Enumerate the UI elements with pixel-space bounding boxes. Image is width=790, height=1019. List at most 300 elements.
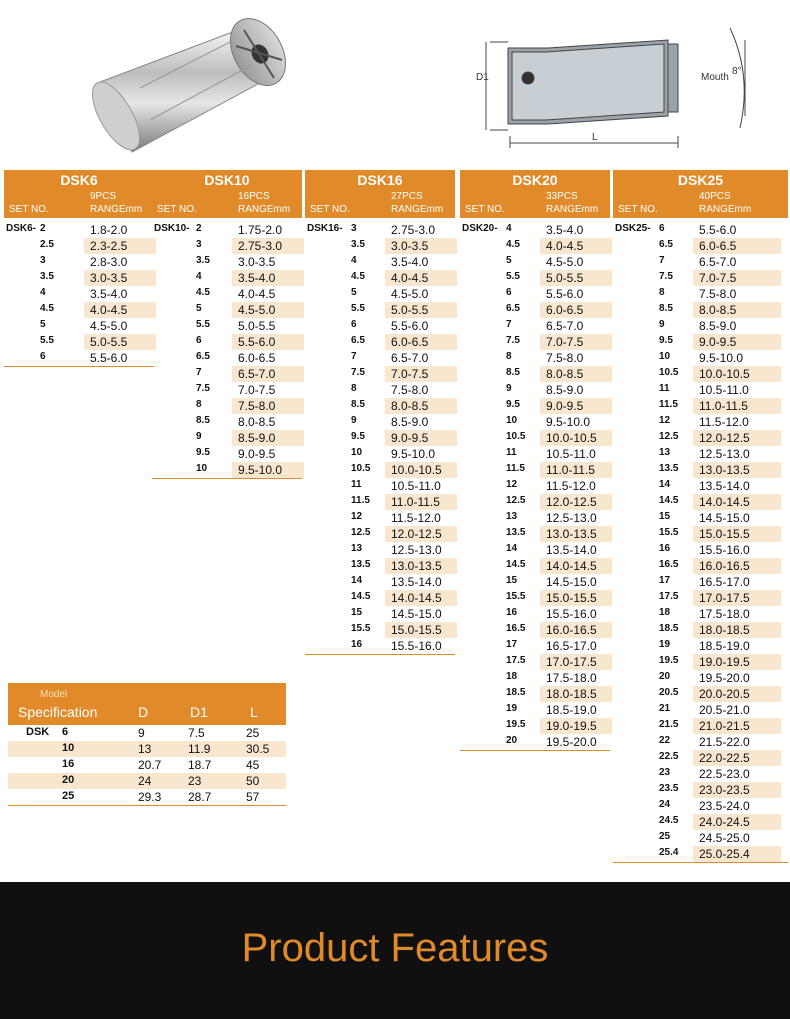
table-row xyxy=(460,446,610,462)
table-row xyxy=(4,270,154,286)
set-number: 6 xyxy=(506,287,512,298)
table-row xyxy=(613,606,788,622)
set-number: 13 xyxy=(659,447,671,458)
set-number: 3 xyxy=(196,239,202,250)
set-number: 14.5 xyxy=(351,591,371,602)
range-value: 9.5-10.0 xyxy=(232,462,304,478)
table-row xyxy=(305,558,455,574)
table-row xyxy=(305,510,455,526)
table-row xyxy=(460,478,610,494)
table-title: DSK10 xyxy=(204,172,250,188)
set-number: 24 xyxy=(659,799,671,810)
table-row xyxy=(613,798,788,814)
range-value: 7.5-8.0 xyxy=(232,398,304,414)
hero-illustration xyxy=(0,0,790,170)
range-value: 12.0-12.5 xyxy=(385,526,457,542)
table-row xyxy=(305,222,455,238)
spec-d1: 18.7 xyxy=(188,758,212,772)
spec-row xyxy=(8,773,286,789)
set-number: 6.5 xyxy=(659,239,673,250)
range-value: 6.0-6.5 xyxy=(540,302,612,318)
set-number: 18 xyxy=(659,607,671,618)
table-row xyxy=(460,558,610,574)
set-number: 4.5 xyxy=(351,271,365,282)
piece-count: 27PCS xyxy=(391,191,423,202)
table-row xyxy=(613,526,788,542)
range-value: 15.5-16.0 xyxy=(546,607,597,621)
set-number: 18 xyxy=(506,671,518,682)
table-header xyxy=(460,170,610,218)
piece-count: 40PCS xyxy=(699,191,731,202)
range-value: 21.0-21.5 xyxy=(693,718,781,734)
spec-d: 20.7 xyxy=(138,758,162,772)
table-row xyxy=(4,238,154,254)
table-row xyxy=(152,398,302,414)
set-number: 13.5 xyxy=(351,559,371,570)
range-value: 16.0-16.5 xyxy=(693,558,781,574)
range-value: 20.0-20.5 xyxy=(693,686,781,702)
range-value: 18.0-18.5 xyxy=(540,686,612,702)
table-row xyxy=(305,334,455,350)
set-number: 3.5 xyxy=(351,239,365,250)
table-row xyxy=(152,382,302,398)
range-value: 6.0-6.5 xyxy=(238,351,276,365)
range-value: 4.5-5.0 xyxy=(232,302,304,318)
range-value: 12.5-13.0 xyxy=(546,511,597,525)
spec-row xyxy=(8,757,286,773)
range-value: 16.5-17.0 xyxy=(699,575,750,589)
table-row xyxy=(152,302,302,318)
table-row xyxy=(305,382,455,398)
table-rows xyxy=(613,222,788,862)
table-row xyxy=(460,606,610,622)
set-number: 7 xyxy=(196,367,202,378)
range-value: 23.0-23.5 xyxy=(693,782,781,798)
set-number: 7 xyxy=(506,319,512,330)
set-number: 4 xyxy=(40,287,46,298)
set-number: 8 xyxy=(659,287,665,298)
range-value: 6.5-7.0 xyxy=(232,366,304,382)
spec-header-d1: D1 xyxy=(190,704,208,720)
table-title: DSK20 xyxy=(512,172,558,188)
range-value: 10.5-11.0 xyxy=(699,383,749,397)
range-value: 4.5-5.0 xyxy=(391,287,429,301)
set-number: 10 xyxy=(659,351,671,362)
range-value: 8.0-8.5 xyxy=(693,302,781,318)
table-dsk16 xyxy=(305,170,455,655)
spec-l: 30.5 xyxy=(246,742,270,756)
range-value: 17.5-18.0 xyxy=(546,671,597,685)
range-value: 9.0-9.5 xyxy=(385,430,457,446)
table-row xyxy=(613,814,788,830)
range-value: 10.5-11.0 xyxy=(391,479,441,493)
spec-table xyxy=(8,683,286,806)
range-value: 4.0-4.5 xyxy=(84,302,156,318)
table-header xyxy=(305,170,455,218)
set-number: 6 xyxy=(40,351,46,362)
table-row xyxy=(460,638,610,654)
set-number: 11 xyxy=(351,479,362,490)
set-number: 8 xyxy=(506,351,512,362)
set-number: 3.5 xyxy=(40,271,54,282)
range-value: 3.5-4.0 xyxy=(232,270,304,286)
table-row xyxy=(152,430,302,446)
set-number: 13 xyxy=(351,543,363,554)
table-rows xyxy=(4,222,154,366)
table-row xyxy=(460,254,610,270)
set-number: 10.5 xyxy=(506,431,526,442)
table-row xyxy=(4,318,154,334)
set-number: 22.5 xyxy=(659,751,679,762)
set-number: 9.5 xyxy=(506,399,520,410)
set-number: 9.5 xyxy=(196,447,210,458)
table-row xyxy=(4,254,154,270)
set-number: 5 xyxy=(506,255,512,266)
table-header xyxy=(152,170,302,218)
spec-d: 9 xyxy=(138,726,145,740)
table-row xyxy=(305,590,455,606)
set-number: 4.5 xyxy=(40,303,54,314)
angle-label: 8° xyxy=(732,66,742,77)
set-number: 19 xyxy=(659,639,671,650)
range-value: 5.0-5.5 xyxy=(84,334,156,350)
table-row xyxy=(305,254,455,270)
table-row xyxy=(460,734,610,750)
range-value: 7.0-7.5 xyxy=(238,383,276,397)
table-row xyxy=(305,366,455,382)
table-row xyxy=(4,286,154,302)
range-value: 1.8-2.0 xyxy=(90,223,128,237)
range-value: 17.0-17.5 xyxy=(540,654,612,670)
table-row xyxy=(152,286,302,302)
set-number: 17 xyxy=(506,639,518,650)
range-value: 19.0-19.5 xyxy=(540,718,612,734)
table-row xyxy=(460,590,610,606)
range-value: 6.0-6.5 xyxy=(385,334,457,350)
range-value: 15.5-16.0 xyxy=(391,639,442,653)
set-number: 13 xyxy=(506,511,518,522)
set-number: 21.5 xyxy=(659,719,679,730)
range-value: 9.5-10.0 xyxy=(546,415,591,429)
range-value: 8.0-8.5 xyxy=(385,398,457,414)
set-number: 19 xyxy=(506,703,518,714)
set-number: 13.5 xyxy=(659,463,679,474)
table-row xyxy=(460,510,610,526)
table-row xyxy=(4,302,154,318)
set-number: 7.5 xyxy=(659,271,673,282)
set-number: 9.5 xyxy=(659,335,673,346)
range-value: 12.0-12.5 xyxy=(693,430,781,446)
table-header xyxy=(4,170,154,218)
range-header: RANGEmm xyxy=(238,204,291,215)
range-value: 6.0-6.5 xyxy=(693,238,781,254)
set-number: 10 xyxy=(351,447,363,458)
spec-d1: 23 xyxy=(188,774,202,788)
range-value: 2.3-2.5 xyxy=(84,238,156,254)
set-number: 3 xyxy=(351,223,357,234)
table-row xyxy=(460,414,610,430)
spec-size: 16 xyxy=(62,758,75,770)
table-row xyxy=(305,446,455,462)
table-row xyxy=(152,238,302,254)
range-value: 1.75-2.0 xyxy=(238,223,283,237)
range-value: 7.5-8.0 xyxy=(391,383,429,397)
table-row xyxy=(305,302,455,318)
range-value: 10.5-11.0 xyxy=(546,447,596,461)
table-row xyxy=(460,702,610,718)
set-number: 15 xyxy=(351,607,363,618)
table-row xyxy=(305,526,455,542)
spec-header-l: L xyxy=(250,704,258,720)
table-title: DSK6 xyxy=(60,172,98,188)
range-value: 3.5-4.0 xyxy=(391,255,429,269)
range-value: 3.0-3.5 xyxy=(238,255,276,269)
range-value: 11.5-12.0 xyxy=(391,511,441,525)
table-row xyxy=(460,382,610,398)
table-row xyxy=(460,222,610,238)
table-row xyxy=(613,414,788,430)
table-row xyxy=(305,318,455,334)
range-value: 16.0-16.5 xyxy=(540,622,612,638)
piece-count: 16PCS xyxy=(238,191,270,202)
range-value: 11.0-11.5 xyxy=(385,494,457,510)
spec-d: 13 xyxy=(138,742,152,756)
table-row xyxy=(613,542,788,558)
table-row xyxy=(613,686,788,702)
range-value: 10.0-10.5 xyxy=(385,462,457,478)
range-value: 5.5-6.0 xyxy=(391,319,429,333)
range-value: 9.0-9.5 xyxy=(238,447,276,461)
table-end-line xyxy=(152,478,302,479)
range-value: 6.5-7.0 xyxy=(391,351,429,365)
table-row xyxy=(613,254,788,270)
spec-d1: 11.9 xyxy=(188,742,211,756)
set-number: 12 xyxy=(506,479,518,490)
range-value: 17.0-17.5 xyxy=(693,590,781,606)
setno-header: SET NO. xyxy=(465,204,505,215)
range-value: 13.5-14.0 xyxy=(391,575,442,589)
range-value: 13.5-14.0 xyxy=(699,479,750,493)
set-number: 17.5 xyxy=(506,655,526,666)
range-value: 13.0-13.5 xyxy=(540,526,612,542)
table-row xyxy=(460,334,610,350)
table-row xyxy=(305,398,455,414)
table-row xyxy=(613,558,788,574)
set-number: 6.5 xyxy=(506,303,520,314)
set-number: 17 xyxy=(659,575,671,586)
range-value: 4.0-4.5 xyxy=(385,270,457,286)
model-label: Model xyxy=(40,689,68,700)
range-value: 13.0-13.5 xyxy=(693,462,781,478)
set-number: 10 xyxy=(506,415,518,426)
spec-size: 25 xyxy=(62,790,75,802)
table-row xyxy=(613,238,788,254)
set-number: 17.5 xyxy=(659,591,679,602)
set-number: 4 xyxy=(351,255,357,266)
range-value: 6.5-7.0 xyxy=(699,255,737,269)
set-number: 4.5 xyxy=(196,287,210,298)
table-row xyxy=(613,590,788,606)
d1-label: D1 xyxy=(476,72,489,83)
range-value: 12.5-13.0 xyxy=(391,543,442,557)
range-value: 12.5-13.0 xyxy=(699,447,750,461)
range-value: 2.75-3.0 xyxy=(232,238,304,254)
set-number: 11.5 xyxy=(659,399,678,410)
range-value: 5.5-6.0 xyxy=(90,351,128,365)
setno-header: SET NO. xyxy=(618,204,658,215)
set-number: 8 xyxy=(196,399,202,410)
table-row xyxy=(305,494,455,510)
table-header xyxy=(613,170,788,218)
table-row xyxy=(305,270,455,286)
table-row xyxy=(305,238,455,254)
row-prefix: DSK10- xyxy=(154,223,190,234)
table-row xyxy=(613,270,788,286)
set-number: 7 xyxy=(659,255,665,266)
range-value: 5.5-6.0 xyxy=(232,334,304,350)
set-number: 14 xyxy=(506,543,518,554)
range-value: 7.0-7.5 xyxy=(693,270,781,286)
table-row xyxy=(613,350,788,366)
range-value: 17.5-18.0 xyxy=(699,607,750,621)
table-row xyxy=(152,462,302,478)
table-row xyxy=(613,478,788,494)
table-row xyxy=(460,430,610,446)
piece-count: 9PCS xyxy=(90,191,117,202)
table-row xyxy=(305,430,455,446)
set-number: 11 xyxy=(659,383,670,394)
spec-size: 6 xyxy=(62,726,69,738)
set-number: 5 xyxy=(196,303,202,314)
set-number: 8.5 xyxy=(506,367,520,378)
table-dsk10 xyxy=(152,170,302,479)
range-header: RANGEmm xyxy=(391,204,444,215)
set-number: 8.5 xyxy=(659,303,673,314)
set-number: 2 xyxy=(196,223,202,234)
table-row xyxy=(613,510,788,526)
set-number: 9.5 xyxy=(351,431,365,442)
table-row xyxy=(460,622,610,638)
table-row xyxy=(460,542,610,558)
set-number: 9 xyxy=(196,431,202,442)
piece-count: 33PCS xyxy=(546,191,578,202)
range-value: 15.0-15.5 xyxy=(385,622,457,638)
collet-photo-icon xyxy=(83,9,297,157)
spec-header xyxy=(8,683,286,725)
spec-l: 57 xyxy=(246,790,260,804)
range-value: 19.0-19.5 xyxy=(693,654,781,670)
table-title: DSK25 xyxy=(677,172,724,188)
table-row xyxy=(305,638,455,654)
set-number: 7.5 xyxy=(351,367,365,378)
set-number: 3 xyxy=(40,255,46,266)
range-value: 5.0-5.5 xyxy=(540,270,612,286)
table-end-line xyxy=(460,750,610,751)
set-number: 15.5 xyxy=(506,591,526,602)
range-value: 19.5-20.0 xyxy=(546,735,597,749)
range-value: 4.5-5.0 xyxy=(546,255,584,269)
range-value: 11.0-11.5 xyxy=(693,398,781,414)
table-row xyxy=(613,286,788,302)
mouth-label: Mouth xyxy=(701,72,729,83)
set-number: 4 xyxy=(506,223,512,234)
range-value: 15.0-15.5 xyxy=(693,526,781,542)
set-number: 16 xyxy=(659,543,671,554)
hero-section xyxy=(0,0,790,170)
set-number: 2 xyxy=(40,223,46,234)
range-value: 22.5-23.0 xyxy=(699,767,750,781)
table-row xyxy=(305,286,455,302)
table-row xyxy=(460,350,610,366)
set-number: 4.5 xyxy=(506,239,520,250)
table-row xyxy=(4,350,154,366)
footer-title: Product Features xyxy=(241,926,549,970)
table-row xyxy=(613,846,788,862)
set-number: 9 xyxy=(351,415,357,426)
range-value: 8.5-9.0 xyxy=(232,430,304,446)
set-number: 20 xyxy=(506,735,518,746)
set-number: 24.5 xyxy=(659,815,679,826)
range-value: 14.5-15.0 xyxy=(546,575,597,589)
spec-size: 10 xyxy=(62,742,75,754)
set-number: 12.5 xyxy=(659,431,679,442)
range-value: 20.5-21.0 xyxy=(699,703,750,717)
table-dsk25 xyxy=(613,170,788,863)
table-row xyxy=(613,622,788,638)
range-value: 8.0-8.5 xyxy=(540,366,612,382)
table-row xyxy=(613,334,788,350)
table-rows xyxy=(460,222,610,750)
set-number: 7.5 xyxy=(506,335,520,346)
table-row xyxy=(613,702,788,718)
set-number: 10 xyxy=(196,463,208,474)
table-row xyxy=(613,750,788,766)
set-number: 16 xyxy=(351,639,363,650)
table-row xyxy=(613,574,788,590)
set-number: 12.5 xyxy=(506,495,526,506)
setno-header: SET NO. xyxy=(157,204,197,215)
table-row xyxy=(4,334,154,350)
set-number: 11.5 xyxy=(506,463,525,474)
set-number: 8 xyxy=(351,383,357,394)
table-row xyxy=(613,382,788,398)
range-value: 5.0-5.5 xyxy=(385,302,457,318)
set-number: 14 xyxy=(659,479,671,490)
range-value: 3.0-3.5 xyxy=(385,238,457,254)
table-end-line xyxy=(613,862,788,863)
spec-row xyxy=(8,789,286,805)
table-row xyxy=(613,222,788,238)
set-number: 3.5 xyxy=(196,255,210,266)
row-prefix: DSK25- xyxy=(615,223,651,234)
set-number: 11.5 xyxy=(351,495,370,506)
range-value: 5.0-5.5 xyxy=(238,319,276,333)
table-row xyxy=(613,734,788,750)
range-value: 18.0-18.5 xyxy=(693,622,781,638)
set-number: 15.5 xyxy=(351,623,371,634)
table-row xyxy=(460,270,610,286)
table-row xyxy=(152,446,302,462)
table-row xyxy=(460,302,610,318)
table-rows xyxy=(152,222,302,478)
setno-header: SET NO. xyxy=(310,204,350,215)
technical-drawing-icon xyxy=(486,28,745,148)
table-row xyxy=(613,446,788,462)
set-number: 8.5 xyxy=(351,399,365,410)
range-value: 7.0-7.5 xyxy=(385,366,457,382)
set-number: 22 xyxy=(659,735,671,746)
spec-l: 50 xyxy=(246,774,260,788)
